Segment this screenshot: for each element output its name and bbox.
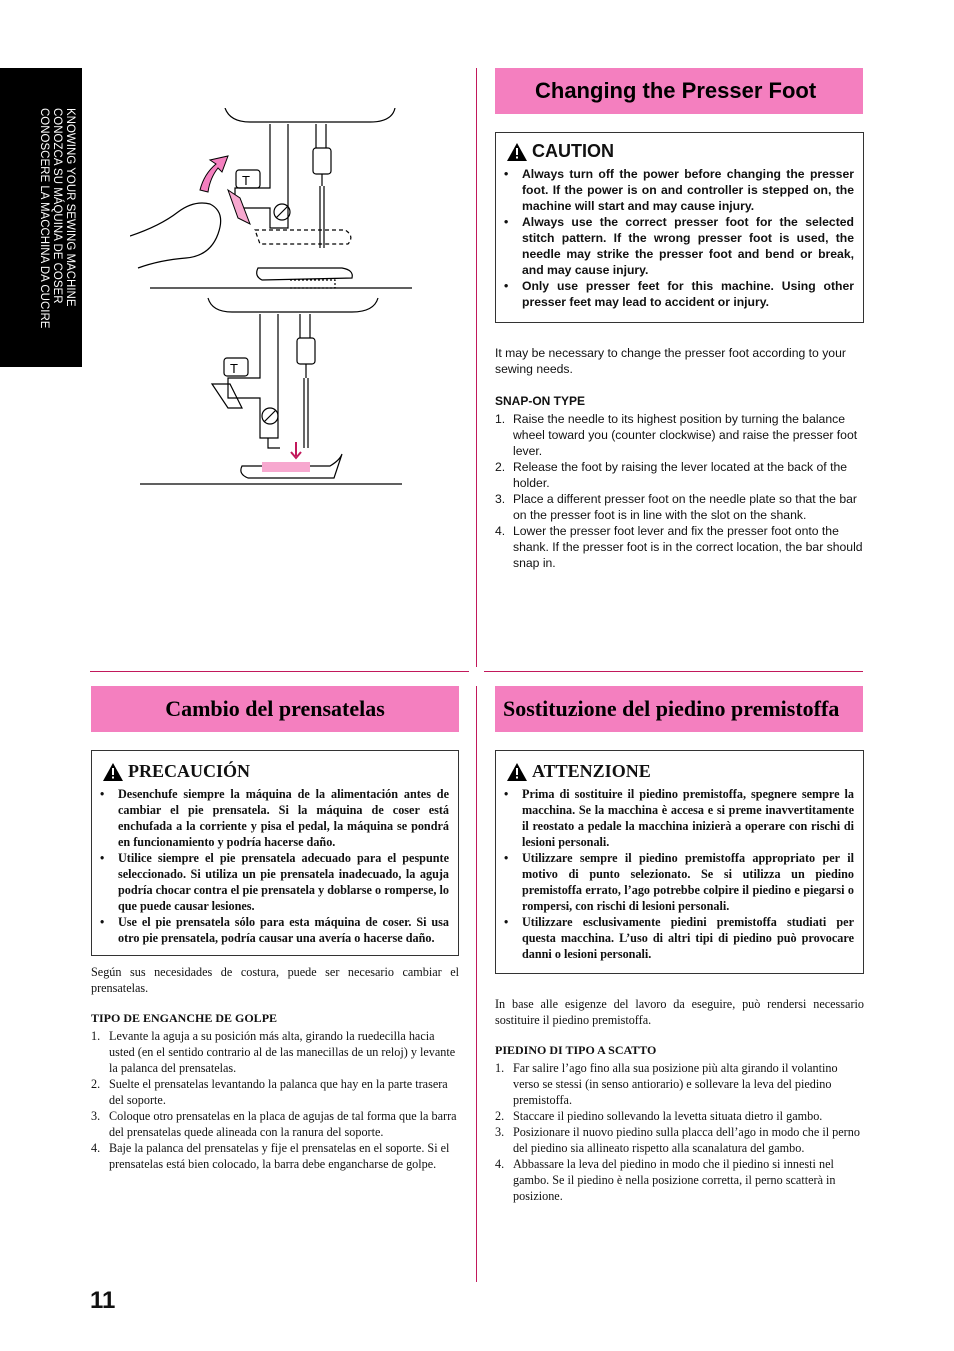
spanish-subhead: TIPO DE ENGANCHE DE GOLPE bbox=[91, 1011, 278, 1025]
step-number: 1. bbox=[91, 1029, 101, 1043]
italian-steps bbox=[495, 1060, 864, 1204]
presser-foot-illustration bbox=[130, 108, 420, 488]
step-number: 1. bbox=[495, 412, 506, 426]
english-step bbox=[495, 491, 864, 523]
spanish-intro: Según sus necesidades de costura, puede ser necesario cambiar el prensatelas. bbox=[91, 965, 459, 995]
step-number: 4. bbox=[495, 1157, 505, 1171]
italian-caution-item: • Utilizzare esclusivamente piedini premistoffa studiati per questa macchina. L’uso di altri tipi di piedino può provocare danni o lesioni personali. bbox=[496, 914, 854, 962]
italian-caution-item: • Prima di sostituire il piedino premistoffa, spegnere sempre la macchina. Se la macchina è accesa e si preme inavvertitamente il reostato a pedale la macchina inizierà a operare con rischi di lesioni personali. bbox=[496, 786, 854, 850]
italian-caution-item: • Utilizzare sempre il piedino premistoffa appropriato per il motivo di punto selezionato. Se si utilizza un piedino premistoffa errato, l’ago potrebbe colpire il piedino e piegarsi o rompersi, con rischi di lesioni personali. bbox=[496, 850, 854, 914]
spanish-caution-item: • Utilice siempre el pie prensatela adecuado para el pespunte seleccionado. Si utiliza un pie prensatela inadecuado, la aguja podría chocar contra el pie prensatela y doblarse o romperse, lo que puede causar lesiones. bbox=[92, 850, 449, 914]
step-number: 3. bbox=[495, 492, 506, 506]
page-number: 11 bbox=[90, 1287, 116, 1314]
horizontal-rule-right bbox=[484, 671, 863, 672]
step-number: 3. bbox=[495, 1125, 505, 1139]
side-tab-text bbox=[37, 108, 76, 328]
english-caution-box bbox=[495, 132, 864, 323]
step-number: 2. bbox=[91, 1077, 101, 1091]
italian-intro: In base alle esigenze del lavoro da eseguire, può rendersi necessario sostituire il piedino premistoffa. bbox=[495, 997, 864, 1027]
italian-caution-heading bbox=[506, 761, 854, 782]
warning-triangle-icon bbox=[506, 142, 528, 162]
step-number: 2. bbox=[495, 1109, 505, 1123]
step-number: 3. bbox=[91, 1109, 101, 1123]
step-text: Baje la palanca del prensatelas y fije el prensatelas en el soporte. Si el prensatelas está bien colocado, la barra debe engancharse de golpe. bbox=[109, 1141, 450, 1171]
italian-title: Sostituzione del piedino premistoffa bbox=[503, 696, 840, 721]
italian-title-bar bbox=[495, 686, 863, 732]
spanish-caution-box bbox=[91, 750, 459, 956]
side-tab-line-it: CONOSCERE LA MACCHINA DA CUCIRE bbox=[38, 108, 50, 329]
english-caution-item: • Always use the correct presser foot for the selected stitch pattern. If the wrong presser foot is used, the needle may strike the presser foot and bend or break, and may cause injury. bbox=[496, 214, 854, 278]
step-text: Staccare il piedino sollevando la levetta situata dietro il gambo. bbox=[513, 1109, 823, 1123]
english-caution-title: CAUTION bbox=[532, 141, 614, 161]
spanish-steps bbox=[91, 1028, 459, 1172]
spanish-step bbox=[91, 1108, 459, 1140]
svg-text:T: T bbox=[242, 173, 250, 188]
english-steps bbox=[495, 411, 864, 571]
english-body bbox=[495, 345, 864, 571]
italian-step bbox=[495, 1124, 864, 1156]
spanish-caution-item: • Desenchufe siempre la máquina de la alimentación antes de cambiar el pie prensatela. Si la máquina de coser está enchufada a la corriente y pisa el pedal, la máquina se pondrá en funcionamiento y podría hacerse daño. bbox=[92, 786, 449, 850]
english-title: Changing the Presser Foot bbox=[535, 78, 817, 103]
spanish-caution-item: • Use el pie prensatela sólo para esta máquina de coser. Si usa otro pie prensatela, podría causar una avería o hacerse daño. bbox=[92, 914, 449, 946]
vertical-rule-bottom bbox=[476, 686, 477, 1282]
step-text: Release the foot by raising the lever located at the back of the holder. bbox=[513, 460, 848, 490]
italian-caution-box bbox=[495, 750, 864, 974]
spanish-title-bar bbox=[91, 686, 459, 732]
step-number: 4. bbox=[495, 524, 506, 538]
spanish-step bbox=[91, 1076, 459, 1108]
english-caution-list bbox=[496, 166, 854, 310]
step-number: 4. bbox=[91, 1141, 101, 1155]
side-tab-line-es: CONOZCA SU MÁQUINA DE COSER bbox=[51, 108, 63, 304]
english-caution-heading bbox=[506, 141, 854, 162]
spanish-title: Cambio del prensatelas bbox=[165, 696, 385, 721]
step-text: Posizionare il nuovo piedino sulla placca dell’ago in modo che il perno del piedino sia allineato rispetto alla scanalatura del gambo. bbox=[513, 1125, 860, 1155]
english-step bbox=[495, 523, 864, 571]
step-text: Far salire l’ago fino alla sua posizione più alta girando il volantino verso se stessi (in senso antiorario) e sollevare la leva del piedino premistoffa. bbox=[513, 1061, 838, 1107]
spanish-caution-heading bbox=[102, 761, 449, 782]
spanish-step bbox=[91, 1028, 459, 1076]
english-caution-item: • Always turn off the power before changing the presser foot. If the power is on and controller is stepped on, the machine will start and may cause injury. bbox=[496, 166, 854, 214]
step-text: Levante la aguja a su posición más alta, girando la ruedecilla hacia usted (en el sentido contrario al de las manecillas de un reloj) y levante la palanca del prensatelas. bbox=[109, 1029, 456, 1075]
spanish-step bbox=[91, 1140, 459, 1172]
english-intro: It may be necessary to change the presser foot according to your sewing needs. bbox=[495, 346, 846, 376]
english-step bbox=[495, 459, 864, 491]
italian-step bbox=[495, 1108, 864, 1124]
spanish-caution-title: PRECAUCIÓN bbox=[128, 761, 251, 781]
italian-caution-title: ATTENZIONE bbox=[532, 761, 651, 781]
step-number: 1. bbox=[495, 1061, 505, 1075]
step-number: 2. bbox=[495, 460, 506, 474]
step-text: Lower the presser foot lever and fix the presser foot onto the shank. If the presser foot is in the correct location, the bar should snap in. bbox=[513, 524, 863, 570]
italian-body bbox=[495, 996, 864, 1204]
side-tab bbox=[0, 68, 82, 367]
english-subhead: SNAP-ON TYPE bbox=[495, 394, 586, 408]
warning-triangle-icon bbox=[506, 762, 528, 782]
step-text: Place a different presser foot on the needle plate so that the bar on the presser foot is in line with the slot on the shank. bbox=[513, 492, 857, 522]
spanish-body bbox=[91, 964, 459, 1172]
svg-text:T: T bbox=[230, 361, 238, 376]
italian-step bbox=[495, 1060, 864, 1108]
italian-step bbox=[495, 1156, 864, 1204]
english-caution-item: • Only use presser feet for this machine. Using other presser feet may lead to accident or injury. bbox=[496, 278, 854, 310]
step-text: Raise the needle to its highest position by turning the balance wheel toward you (counter clockwise) and raise the presser foot lever. bbox=[513, 412, 858, 458]
spanish-caution-list bbox=[92, 786, 449, 946]
side-tab-line-en: KNOWING YOUR SEWING MACHINE bbox=[64, 108, 76, 307]
english-step bbox=[495, 411, 864, 459]
horizontal-rule-left bbox=[90, 671, 469, 672]
italian-subhead: PIEDINO DI TIPO A SCATTO bbox=[495, 1043, 657, 1057]
warning-triangle-icon bbox=[102, 762, 124, 782]
step-text: Coloque otro prensatelas en la placa de agujas de tal forma que la barra del prensatelas quede alineada con la ranura del soporte. bbox=[109, 1109, 457, 1139]
step-text: Suelte el prensatelas levantando la palanca que hay en la parte trasera del soporte. bbox=[109, 1077, 448, 1107]
vertical-rule-top bbox=[476, 68, 477, 667]
italian-caution-list bbox=[496, 786, 854, 962]
step-text: Abbassare la leva del piedino in modo che il piedino si innesti nel gambo. Se il piedino è nella posizione corretta, il perno scatterà in posizione. bbox=[513, 1157, 836, 1203]
english-title-bar bbox=[495, 68, 863, 114]
